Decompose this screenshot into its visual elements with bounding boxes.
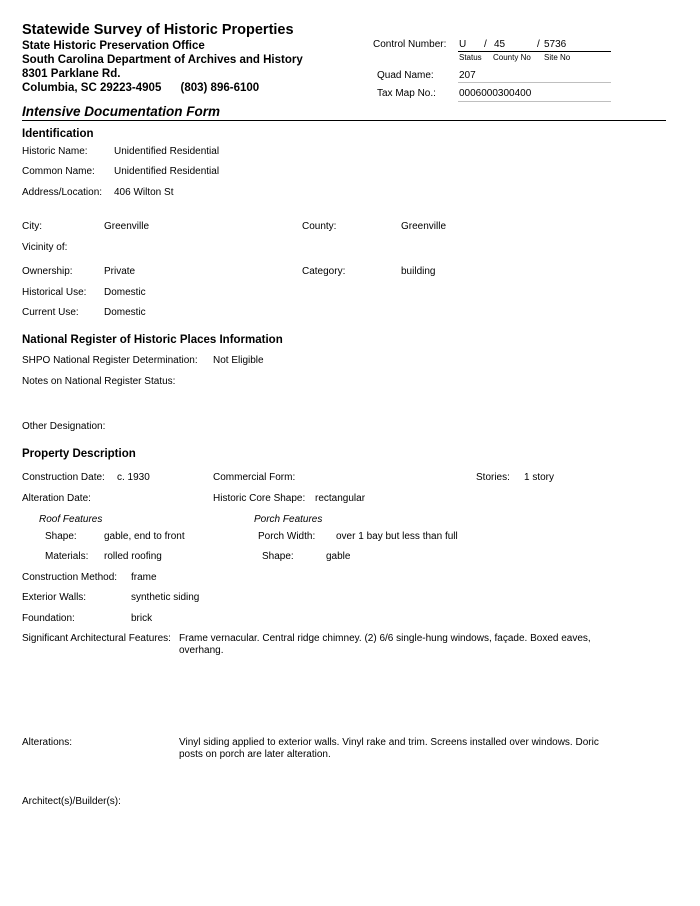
porch-shape-label: Shape:: [262, 551, 294, 562]
porch-width-value: over 1 bay but less than full: [336, 531, 458, 542]
historic-name-value: Unidentified Residential: [114, 146, 220, 157]
nr-determination-label: SHPO National Register Determination:: [22, 355, 198, 366]
office-line-4: Columbia, SC 29223-4905 (803) 896-6100: [22, 82, 260, 94]
category-value: building: [401, 266, 436, 277]
alterations-value: Vinyl siding applied to exterior walls. Vinyl rake and trim. Screens installed over windows. Doric posts on porch are later alteration.: [179, 737, 599, 760]
ownership-label: Ownership:: [22, 266, 73, 277]
survey-title: Statewide Survey of Historic Properties: [22, 22, 294, 38]
current-use-value: Domestic: [104, 307, 146, 318]
historical-use-label: Historical Use:: [22, 287, 87, 298]
construction-date-label: Construction Date:: [22, 472, 105, 483]
porch-width-label: Porch Width:: [258, 531, 316, 542]
county-no-sublabel: County No: [493, 53, 531, 62]
site-no-sublabel: Site No: [544, 53, 571, 62]
city-value: Greenville: [104, 221, 150, 232]
construction-date-value: c. 1930: [117, 472, 150, 483]
tax-map-label: Tax Map No.:: [377, 88, 436, 99]
current-use-label: Current Use:: [22, 307, 79, 318]
form-title: Intensive Documentation Form: [22, 104, 221, 119]
address-label: Address/Location:: [22, 187, 103, 198]
tax-map-underline: [458, 101, 611, 102]
core-shape-label: Historic Core Shape:: [213, 493, 306, 504]
construction-method-label: Construction Method:: [22, 572, 118, 583]
county-label: County:: [302, 221, 337, 232]
architectural-features-value: Frame vernacular. Central ridge chimney. (2) 6/6 single-hung windows, façade. Boxed eaves, overhang.: [179, 633, 591, 656]
ownership-value: Private: [104, 266, 136, 277]
nr-determination-value: Not Eligible: [213, 355, 264, 366]
alterations-label: Alterations:: [22, 737, 73, 748]
core-shape-value: rectangular: [315, 493, 366, 504]
porch-features-heading: Porch Features: [254, 514, 323, 525]
roof-shape-value: gable, end to front: [104, 531, 185, 542]
control-sep-2: /: [537, 39, 540, 50]
city-label: City:: [22, 221, 42, 232]
category-label: Category:: [302, 266, 346, 277]
property-description-heading: Property Description: [22, 448, 136, 460]
control-county-value: 45: [494, 39, 506, 50]
alteration-date-label: Alteration Date:: [22, 493, 91, 504]
control-number-label: Control Number:: [373, 39, 447, 50]
roof-features-heading: Roof Features: [39, 514, 103, 525]
identification-heading: Identification: [22, 128, 94, 140]
office-line-3: 8301 Parklane Rd.: [22, 68, 121, 80]
historical-use-value: Domestic: [104, 287, 146, 298]
address-value: 406 Wilton St: [114, 187, 174, 198]
quad-name-value: 207: [459, 70, 476, 81]
vicinity-label: Vicinity of:: [22, 242, 68, 253]
tax-map-value: 0006000300400: [459, 88, 532, 99]
common-name-value: Unidentified Residential: [114, 166, 220, 177]
control-site-value: 5736: [544, 39, 567, 50]
other-designation-label: Other Designation:: [22, 421, 106, 432]
roof-materials-value: rolled roofing: [104, 551, 162, 562]
control-status-value: U: [459, 39, 467, 50]
stories-label: Stories:: [476, 472, 510, 483]
office-line-2: South Carolina Department of Archives and History: [22, 54, 303, 66]
architectural-features-label: Significant Architectural Features:: [22, 633, 171, 644]
form-title-rule: [22, 120, 666, 121]
historic-name-label: Historic Name:: [22, 146, 88, 157]
status-sublabel: Status: [459, 53, 482, 62]
architect-builder-label: Architect(s)/Builder(s):: [22, 796, 121, 807]
office-line-1: State Historic Preservation Office: [22, 40, 205, 52]
commercial-form-label: Commercial Form:: [213, 472, 296, 483]
stories-value: 1 story: [524, 472, 555, 483]
quad-name-underline: [458, 82, 611, 83]
roof-materials-label: Materials:: [45, 551, 89, 562]
nr-notes-label: Notes on National Register Status:: [22, 376, 176, 387]
foundation-label: Foundation:: [22, 613, 75, 624]
roof-shape-label: Shape:: [45, 531, 77, 542]
county-value: Greenville: [401, 221, 447, 232]
national-register-heading: National Register of Historic Places Information: [22, 334, 283, 346]
porch-shape-value: gable: [326, 551, 351, 562]
exterior-walls-value: synthetic siding: [131, 592, 200, 603]
control-sep-1: /: [484, 39, 487, 50]
exterior-walls-label: Exterior Walls:: [22, 592, 87, 603]
quad-name-label: Quad Name:: [377, 70, 434, 81]
control-number-underline: [458, 51, 611, 52]
foundation-value: brick: [131, 613, 153, 624]
construction-method-value: frame: [131, 572, 157, 583]
common-name-label: Common Name:: [22, 166, 95, 177]
